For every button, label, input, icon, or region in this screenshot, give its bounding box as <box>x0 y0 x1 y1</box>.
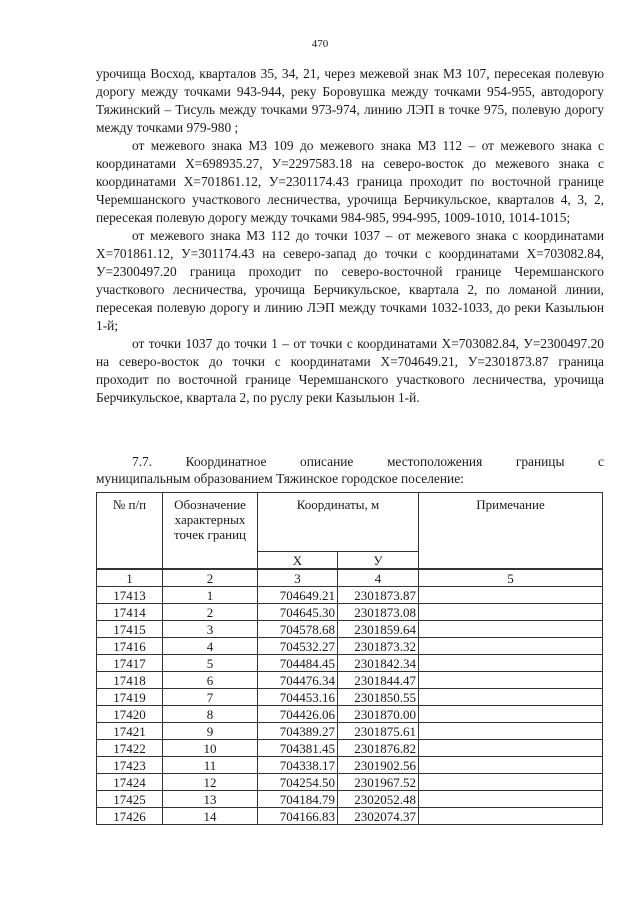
table-row <box>97 808 603 825</box>
cell-y: 2301859.64 <box>338 621 419 638</box>
cell-num: 17416 <box>97 638 163 655</box>
cell-designation: 12 <box>163 774 258 791</box>
cell-x: 704453.16 <box>258 689 338 706</box>
cell-x: 704532.27 <box>258 638 338 655</box>
cell-num: 17414 <box>97 604 163 621</box>
cell-note <box>419 757 603 774</box>
cell-note <box>419 655 603 672</box>
cell-y: 2301967.52 <box>338 774 419 791</box>
index-cell: 4 <box>338 569 419 587</box>
section-heading <box>96 453 604 487</box>
cell-y: 2301873.87 <box>338 587 419 604</box>
cell-num: 17426 <box>97 808 163 825</box>
cell-note <box>419 808 603 825</box>
cell-x: 704254.50 <box>258 774 338 791</box>
cell-note <box>419 689 603 706</box>
cell-x: 704184.79 <box>258 791 338 808</box>
cell-x: 704578.68 <box>258 621 338 638</box>
cell-designation: 4 <box>163 638 258 655</box>
cell-num: 17421 <box>97 723 163 740</box>
table-row <box>97 774 603 791</box>
table-row <box>97 757 603 774</box>
paragraph-3: от межевого знака МЗ 112 до точки 1037 – от межевого знака с координатами Х=701861.12, У=301174.43 на северо-запад до точки с координатами Х=703082.84, У=2300497.20 граница проходит по северо-восточной границе Черемшанского участкового лесничества, урочища Берчикульское, квартала 2, по ломаной линии, пересекая полевую дорогу и линию ЛЭП между точками 1032-1033, до реки Казыльюн 1-й; <box>96 228 604 333</box>
index-cell: 1 <box>97 569 163 587</box>
cell-num: 17417 <box>97 655 163 672</box>
cell-x: 704166.83 <box>258 808 338 825</box>
cell-x: 704381.45 <box>258 740 338 757</box>
table-row <box>97 638 603 655</box>
cell-designation: 2 <box>163 604 258 621</box>
cell-y: 2301870.00 <box>338 706 419 723</box>
cell-y: 2301873.32 <box>338 638 419 655</box>
cell-x: 704645.30 <box>258 604 338 621</box>
cell-designation: 10 <box>163 740 258 757</box>
table-row <box>97 672 603 689</box>
cell-num: 17418 <box>97 672 163 689</box>
header-note: Примечание <box>419 493 603 570</box>
table-row <box>97 723 603 740</box>
header-y: У <box>338 552 419 570</box>
cell-num: 17419 <box>97 689 163 706</box>
cell-designation: 14 <box>163 808 258 825</box>
index-cell: 3 <box>258 569 338 587</box>
cell-note <box>419 604 603 621</box>
cell-y: 2301876.82 <box>338 740 419 757</box>
cell-note <box>419 672 603 689</box>
cell-y: 2302052.48 <box>338 791 419 808</box>
header-designation: Обозначение характерных точек границ <box>163 493 258 570</box>
cell-note <box>419 723 603 740</box>
cell-x: 704649.21 <box>258 587 338 604</box>
cell-num: 17424 <box>97 774 163 791</box>
index-row <box>97 569 603 587</box>
index-cell: 2 <box>163 569 258 587</box>
coordinates-table <box>96 492 603 825</box>
cell-designation: 13 <box>163 791 258 808</box>
table-row <box>97 621 603 638</box>
header-num: № п/п <box>97 493 163 570</box>
cell-note <box>419 706 603 723</box>
cell-designation: 5 <box>163 655 258 672</box>
cell-note <box>419 621 603 638</box>
cell-note <box>419 791 603 808</box>
cell-designation: 8 <box>163 706 258 723</box>
table-row <box>97 740 603 757</box>
cell-y: 2301844.47 <box>338 672 419 689</box>
table-body <box>97 569 603 825</box>
table-row <box>97 689 603 706</box>
table-row <box>97 791 603 808</box>
cell-x: 704389.27 <box>258 723 338 740</box>
table-row <box>97 706 603 723</box>
section-heading-line-1: 7.7. Координатное описание местоположения границы с <box>132 454 604 469</box>
cell-y: 2301842.34 <box>338 655 419 672</box>
cell-x: 704426.06 <box>258 706 338 723</box>
cell-num: 17413 <box>97 587 163 604</box>
header-x: Х <box>258 552 338 570</box>
cell-note <box>419 774 603 791</box>
cell-designation: 3 <box>163 621 258 638</box>
paragraph-2: от межевого знака МЗ 109 до межевого знака МЗ 112 – от межевого знака с координатами Х=698935.27, У=2297583.18 на северо-восток до межевого знака с координатами Х=701861.12, У=2301174.43 граница проходит по восточной границе Черемшанского участкового лесничества, урочища Берчикульское, кварталов 4, 3, 2, пересекая полевую дорогу между точками 984-985, 994-995, 1009-1010, 1014-1015; <box>96 138 604 225</box>
table-row <box>97 655 603 672</box>
header-coords: Координаты, м <box>258 493 419 552</box>
cell-designation: 11 <box>163 757 258 774</box>
cell-num: 17422 <box>97 740 163 757</box>
paragraph-1: урочища Восход, кварталов 35, 34, 21, через межевой знак МЗ 107, пересекая полевую дорогу между точками 943-944, реку Боровушка между точками 954-955, автодорогу Тяжинский – Тисуль между точками 973-974, линию ЛЭП в точке 975, полевую дорогу между точками 979-980 ; <box>96 66 604 135</box>
cell-y: 2302074.37 <box>338 808 419 825</box>
cell-num: 17415 <box>97 621 163 638</box>
cell-y: 2301875.61 <box>338 723 419 740</box>
paragraph-4: от точки 1037 до точки 1 – от точки с координатами Х=703082.84, У=2300497.20 на северо-восток до точки с координатами Х=704649.21, У=2301873.87 граница проходит по восточной границе Черемшанского участкового лесничества, урочища Берчикульское, квартала 2, по руслу реки Казыльюн 1-й. <box>96 336 604 405</box>
body-text <box>96 65 604 407</box>
cell-designation: 7 <box>163 689 258 706</box>
page-number: 470 <box>311 38 329 50</box>
cell-x: 704484.45 <box>258 655 338 672</box>
table-row <box>97 587 603 604</box>
cell-num: 17423 <box>97 757 163 774</box>
cell-designation: 6 <box>163 672 258 689</box>
cell-designation: 9 <box>163 723 258 740</box>
section-heading-line-2: муниципальным образованием Тяжинское городское поселение: <box>96 471 464 486</box>
cell-y: 2301850.55 <box>338 689 419 706</box>
cell-note <box>419 740 603 757</box>
cell-note <box>419 638 603 655</box>
cell-note <box>419 587 603 604</box>
cell-num: 17420 <box>97 706 163 723</box>
table-row <box>97 604 603 621</box>
cell-y: 2301902.56 <box>338 757 419 774</box>
cell-num: 17425 <box>97 791 163 808</box>
cell-x: 704338.17 <box>258 757 338 774</box>
cell-designation: 1 <box>163 587 258 604</box>
cell-x: 704476.34 <box>258 672 338 689</box>
index-cell: 5 <box>419 569 603 587</box>
cell-y: 2301873.08 <box>338 604 419 621</box>
